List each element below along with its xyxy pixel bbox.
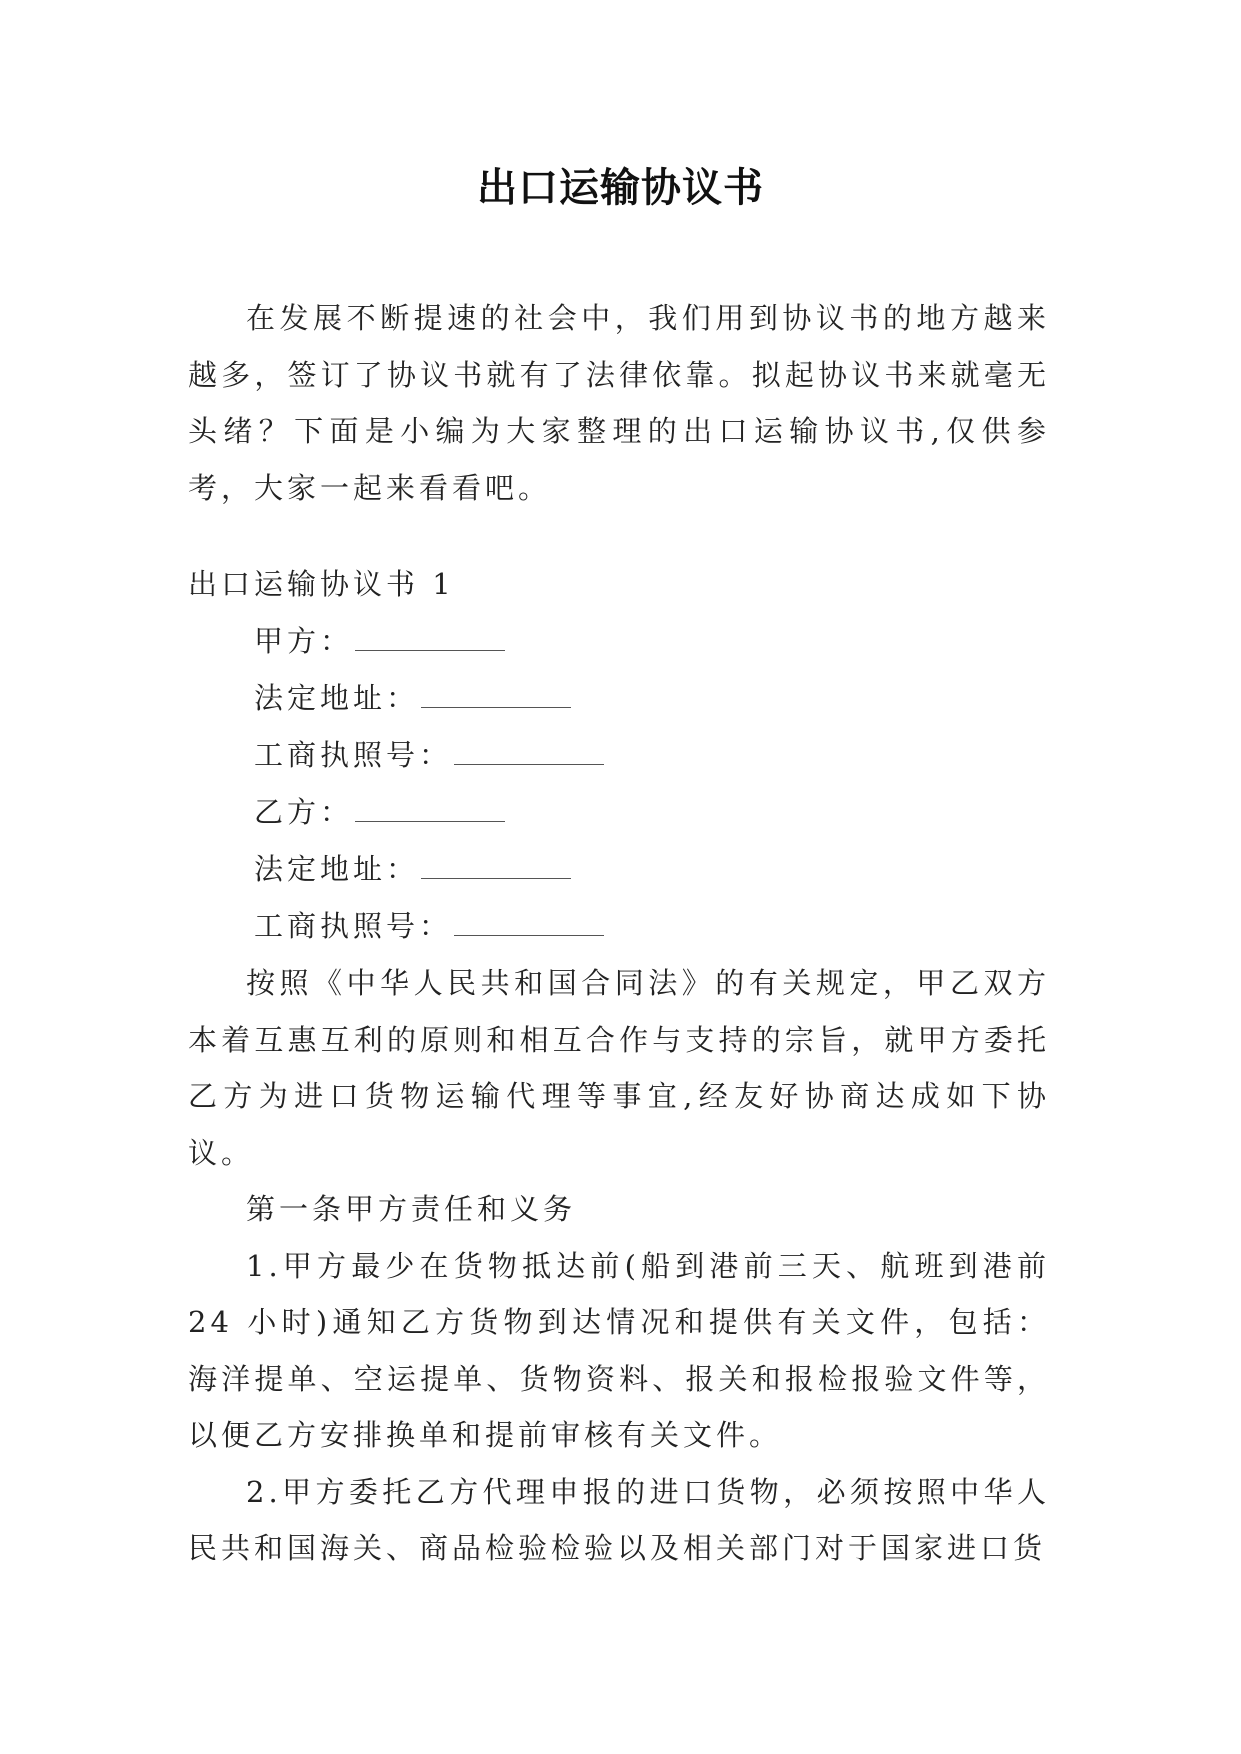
- preamble-paragraph: 按照《中华人民共和国合同法》的有关规定，甲乙双方本着互惠互利的原则和相互合作与支持的宗旨，就甲方委托乙方为进口货物运输代理等事宜,经友好协商达成如下协议。: [188, 966, 1050, 1170]
- address-b-field: [188, 841, 1050, 898]
- article-title: 第一条甲方责任和义务: [246, 1192, 577, 1226]
- blank-line: [421, 858, 571, 879]
- intro-paragraph: 在发展不断提速的社会中，我们用到协议书的地方越来越多，签订了协议书就有了法律依靠。拟起协议书来就毫无头绪？下面是小编为大家整理的出口运输协议书,仅供参考，大家一起来看看吧。: [188, 301, 1050, 505]
- document-body: [188, 290, 1050, 1577]
- field-label: 工商执照号：: [254, 738, 453, 772]
- blank-line: [421, 687, 571, 708]
- field-label: 工商执照号：: [254, 909, 453, 943]
- party-b-field: [188, 784, 1050, 841]
- blank-line: [454, 744, 604, 765]
- license-b-field: [188, 898, 1050, 955]
- section-title: 出口运输协议书 1: [188, 567, 455, 601]
- field-label: 法定地址：: [254, 681, 420, 715]
- party-a-field: [188, 613, 1050, 670]
- blank-line: [355, 630, 505, 651]
- blank-line: [355, 801, 505, 822]
- field-label: 乙方：: [254, 795, 354, 829]
- address-a-field: [188, 670, 1050, 727]
- field-label: 甲方：: [254, 624, 354, 658]
- clause-1: 1.甲方最少在货物抵达前(船到港前三天、航班到港前 24 小时)通知乙方货物到达情况和提供有关文件，包括：海洋提单、空运提单、货物资料、报关和报检报验文件等，以便乙方安排换单和提前审核有关文件。: [188, 1248, 1050, 1452]
- field-label: 法定地址：: [254, 852, 420, 886]
- document-title: 出口运输协议书: [477, 165, 764, 211]
- clause-2: 2.甲方委托乙方代理申报的进口货物，必须按照中华人民共和国海关、商品检验检验以及相关部门对于国家进口货: [188, 1474, 1050, 1565]
- blank-line: [454, 915, 604, 936]
- license-a-field: [188, 727, 1050, 784]
